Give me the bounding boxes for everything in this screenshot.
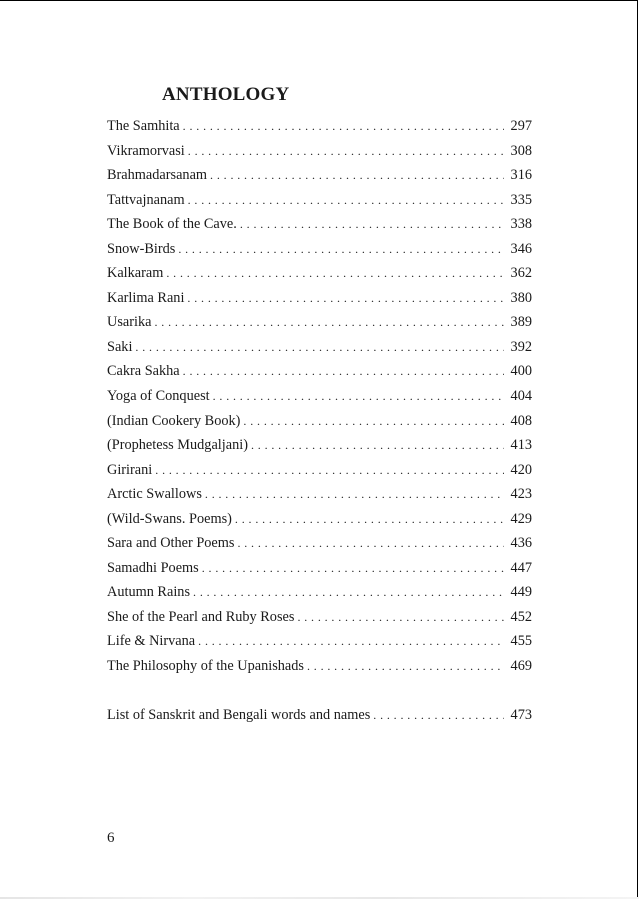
toc-entry[interactable] (107, 462, 532, 487)
toc-entry-title: The Samhita (107, 118, 180, 134)
toc-entry[interactable] (107, 437, 532, 462)
toc-entry-page: 308 (510, 142, 532, 159)
toc-entry-title: Saki (107, 338, 133, 355)
toc-entry-page: 455 (510, 633, 532, 650)
dot-leader (243, 414, 504, 429)
toc-entry-page: 447 (510, 559, 532, 576)
toc-entry-page: 413 (510, 437, 532, 454)
toc-entry-title: Arctic Swallows (107, 486, 202, 503)
toc-entry[interactable] (107, 413, 532, 438)
toc-entry-page: 335 (510, 191, 532, 208)
toc-entry-page: 429 (510, 510, 532, 527)
dot-leader (188, 144, 504, 159)
dot-leader (135, 340, 504, 355)
toc-entry[interactable] (107, 584, 532, 609)
dot-leader (205, 487, 504, 502)
toc-entry[interactable] (107, 241, 532, 266)
toc-entry[interactable] (107, 314, 532, 339)
toc-entry-page: 452 (510, 608, 532, 625)
toc-entry-page: 297 (510, 118, 532, 134)
toc-entry-page: 404 (510, 388, 532, 405)
dot-leader (183, 119, 504, 134)
toc-entry-title: Sara and Other Poems (107, 535, 235, 552)
toc-entry[interactable] (107, 216, 532, 241)
toc-entry[interactable] (107, 143, 532, 168)
toc-entry[interactable] (107, 339, 532, 364)
dot-leader (187, 291, 504, 306)
toc-entry[interactable] (107, 486, 532, 511)
dot-leader (237, 536, 504, 551)
dot-leader (202, 561, 504, 576)
dot-leader (183, 364, 504, 379)
dot-leader (251, 438, 504, 453)
dot-leader (166, 266, 504, 281)
toc-entry[interactable] (107, 388, 532, 413)
table-of-contents (107, 118, 532, 732)
toc-entry-page: 392 (510, 338, 532, 355)
dot-leader (193, 585, 504, 600)
toc-entry[interactable] (107, 511, 532, 536)
dot-leader (213, 389, 504, 404)
dot-leader (188, 193, 504, 208)
toc-entry-page: 420 (510, 461, 532, 478)
toc-entry[interactable] (107, 265, 532, 290)
toc-entry-page: 400 (510, 363, 532, 380)
dot-leader (154, 315, 504, 330)
dot-leader (307, 659, 504, 674)
toc-entry[interactable] (107, 707, 532, 732)
toc-entry-title: (Prophetess Mudgaljani) (107, 437, 248, 454)
dot-leader (210, 168, 504, 183)
toc-entry-title: Autumn Rains (107, 584, 191, 601)
toc-entry-page: 362 (510, 265, 532, 282)
toc-entry-title: (Wild-Swans. Poems) (107, 510, 232, 527)
toc-entry-title: Usarika (107, 314, 152, 331)
toc-entry-page: 316 (510, 167, 532, 184)
toc-entry-title: Samadhi Poems (107, 559, 199, 576)
toc-entry[interactable] (107, 560, 532, 585)
toc-entry-page: 408 (510, 412, 532, 429)
toc-entry-title: List of Sanskrit and Bengali words and names (107, 707, 371, 724)
dot-leader (240, 217, 504, 232)
toc-entry[interactable] (107, 535, 532, 560)
toc-entry[interactable] (107, 290, 532, 315)
toc-entry[interactable] (107, 192, 532, 217)
toc-entry[interactable] (107, 167, 532, 192)
dot-leader (155, 463, 504, 478)
toc-entry-page: 338 (510, 216, 532, 233)
dot-leader (297, 610, 504, 625)
toc-entry-title: Snow-Birds (107, 240, 176, 257)
toc-entry-title: The Philosophy of the Upanishads (107, 658, 304, 675)
toc-entry-page: 380 (510, 289, 532, 306)
toc-entry-page: 436 (510, 535, 532, 552)
toc-entry-title: Yoga of Conquest (107, 388, 210, 405)
toc-entry-title: Karlima Rani (107, 289, 185, 306)
toc-entry-title: Girirani (107, 461, 153, 478)
toc-entry-page: 449 (510, 584, 532, 601)
toc-entry-page: 346 (510, 240, 532, 257)
toc-entry[interactable] (107, 118, 532, 143)
toc-entry-page: 389 (510, 314, 532, 331)
toc-entry-title: Tattvajnanam (107, 191, 185, 208)
page-number: 6 (107, 830, 115, 846)
dot-leader (198, 634, 504, 649)
toc-entry-title: Vikramorvasi (107, 142, 185, 159)
toc-entry-title: Cakra Sakha (107, 363, 180, 380)
toc-entry[interactable] (107, 609, 532, 634)
dot-leader (373, 708, 504, 723)
toc-entry-title: Kalkaram (107, 265, 164, 282)
dot-leader (235, 512, 504, 527)
toc-entry-title: (Indian Cookery Book) (107, 412, 241, 429)
dot-leader (178, 242, 504, 257)
toc-entry[interactable] (107, 363, 532, 388)
page-title: ANTHOLOGY (162, 84, 290, 105)
toc-entry-title: She of the Pearl and Ruby Roses (107, 608, 295, 625)
toc-entry[interactable] (107, 633, 532, 658)
toc-entry-title: Life & Nirvana (107, 633, 196, 650)
toc-entry-page: 473 (510, 707, 532, 724)
toc-entry-title: The Book of the Cave. (107, 216, 237, 233)
toc-entry-title: Brahmadarsanam (107, 167, 208, 184)
toc-entry-page: 423 (510, 486, 532, 503)
toc-entry-page: 469 (510, 658, 532, 675)
toc-entry[interactable] (107, 658, 532, 683)
